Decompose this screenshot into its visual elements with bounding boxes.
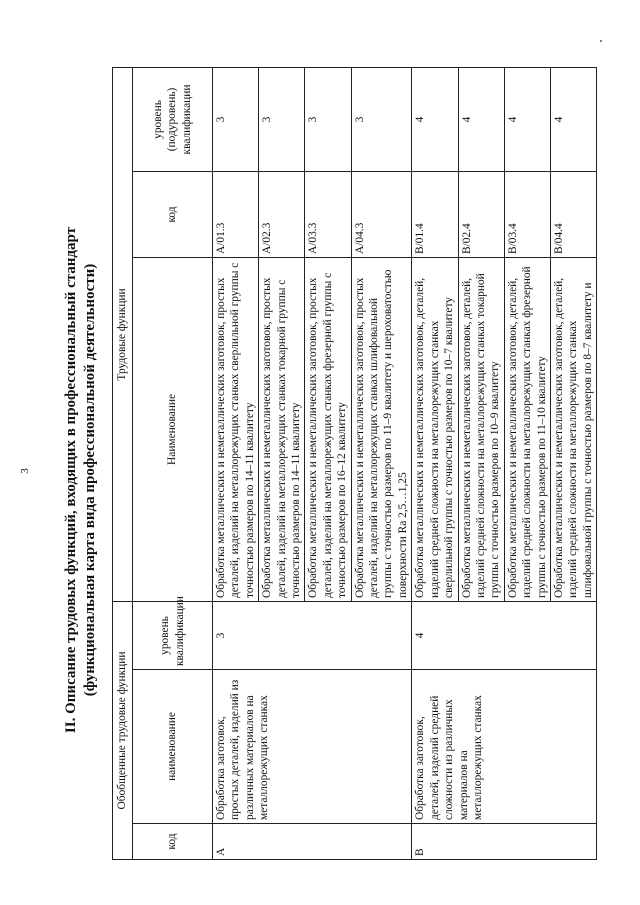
header-labor-functions: Трудовые функции (113, 67, 133, 601)
rotated-page-content (0, 55, 594, 905)
function-name: Обработка металлических и неметаллических заготовок, простых деталей, изделий на металлорежущих станках токарной группы с точностью размеров по 14–11 квалитету (259, 257, 305, 601)
function-level: 3 (351, 67, 412, 171)
section-title (62, 55, 100, 905)
function-name: Обработка металлических и неметаллических заготовок, деталей, изделий средней сложности на металлорежущих станках шлифовальной группы с точностью размеров по 8–7 квалитету и (550, 257, 596, 601)
title-line-2: (функциональная карта вида профессиональной деятельности) (82, 263, 98, 697)
function-name: Обработка металлических и неметаллических заготовок, простых деталей, изделий на металлорежущих станках шлифовальной группы с точностью размеров по 11–9 квалитету и шероховатостью поверхности Ra 2,5…1,25 (351, 257, 412, 601)
function-name: Обработка металлических и неметаллических заготовок, деталей, изделий средней сложности на металлорежущих станках токарной группы с точностью размеров по 10–9 квалитету (458, 257, 504, 601)
function-code: В/04.4 (550, 171, 596, 257)
function-code: В/02.4 (458, 171, 504, 257)
group-level: 3 (213, 601, 412, 669)
function-level: 4 (458, 67, 504, 171)
function-name: Обработка металлических и неметаллических заготовок, деталей, изделий средней сложности на металлорежущих станках фрезерной группы с точностью размеров по 11–10 квалитету (504, 257, 550, 601)
header-code: код (133, 824, 213, 860)
group-code: В (412, 824, 597, 860)
function-level: 3 (305, 67, 351, 171)
header-name: наименование (133, 670, 213, 824)
function-level: 3 (259, 67, 305, 171)
page-number: 3 (18, 468, 31, 474)
table-row (213, 67, 259, 859)
function-code: А/03.3 (305, 171, 351, 257)
table-row (412, 67, 458, 859)
group-code: А (213, 824, 412, 860)
function-code: А/04.3 (351, 171, 412, 257)
group-name: Обработка заготовок, деталей, изделий средней сложности из различных материалов на металлорежущих станках (412, 670, 597, 824)
function-code: В/03.4 (504, 171, 550, 257)
function-name: Обработка металлических и неметаллических заготовок, простых деталей, изделий на металлорежущих станках фрезерной группы с точностью размеров по 16–12 квалитету (305, 257, 351, 601)
function-code: А/02.3 (259, 171, 305, 257)
function-map-table (112, 67, 597, 860)
scan-speck (600, 40, 602, 42)
function-level: 4 (504, 67, 550, 171)
function-code: А/01.3 (213, 171, 259, 257)
header-tf-name: Наименование (133, 257, 213, 601)
group-level: 4 (412, 601, 597, 669)
function-name: Обработка металлических и неметаллических заготовок, деталей, изделий средней сложности на металлорежущих станках сверлильной группы с точностью размеров по 10–7 квалитету (412, 257, 458, 601)
group-name: Обработка заготовок, простых деталей, изделий из различных материалов на металлорежущих станках (213, 670, 412, 824)
function-code: В/01.4 (412, 171, 458, 257)
header-level: уровень квалификации (133, 601, 213, 669)
function-level: 4 (412, 67, 458, 171)
header-tf-level: уровень (подуровень) квалификации (133, 67, 213, 171)
function-name: Обработка металлических и неметаллических заготовок, простых деталей, изделий на металлорежущих станках сверлильной группы с точностью размеров по 14–11 квалитету (213, 257, 259, 601)
header-tf-code: код (133, 171, 213, 257)
function-level: 4 (550, 67, 596, 171)
header-generalized-functions: Обобщенные трудовые функции (113, 601, 133, 859)
function-level: 3 (213, 67, 259, 171)
title-line-1: II. Описание трудовых функций, входящих в профессиональный стандарт (63, 226, 79, 734)
